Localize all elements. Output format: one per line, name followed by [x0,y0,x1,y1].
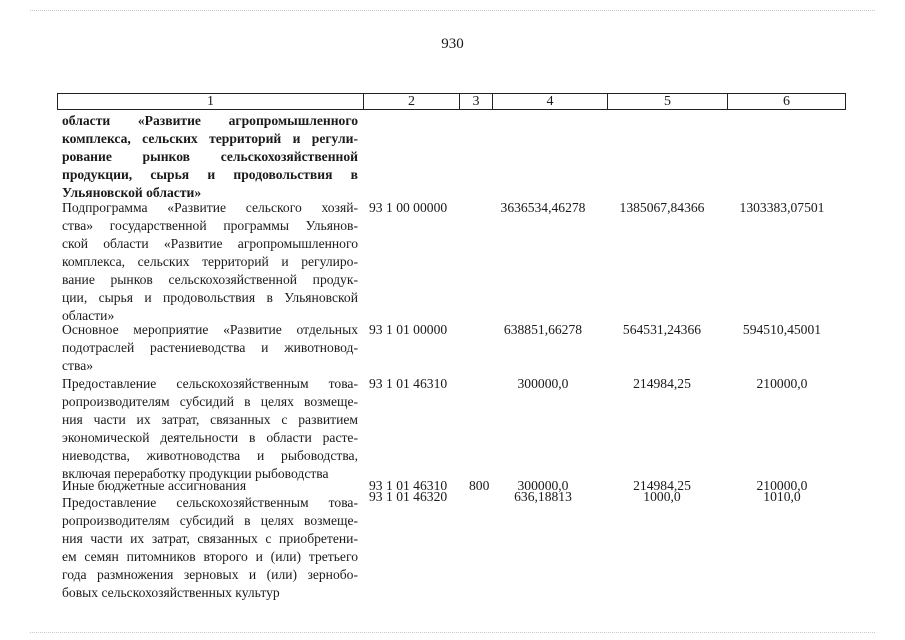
column-header-5: 5 [608,94,728,109]
row-name-line: Иные бюджетные ассигнования [62,478,247,493]
cell-amount-col4: 638851,66278 [503,322,583,337]
row-name-line: области» [62,308,115,323]
cell-target-code: 93 1 01 46320 [369,489,448,504]
row-name-line: Предоставление сельскохозяйственным това- [62,495,358,510]
column-header-4: 4 [493,94,608,109]
row-name-line: продукции, сырья и продовольствия в [62,167,358,182]
cell-target-code: 93 1 01 46310 [369,478,448,493]
column-header-1: 1 [58,94,364,109]
cell-expense-type: 800 [469,478,490,493]
row-name-line: комплекса, сельских территорий и регулиро- [62,254,358,269]
cell-amount-col5: 1385067,84366 [619,200,705,215]
row-name-line: экономической деятельности в области расте- [62,430,358,445]
row-name [62,199,358,325]
row-name-line: Основное мероприятие «Развитие отдельных [62,322,358,337]
column-header-6: 6 [783,94,790,109]
row-name-line: ниеводства, животноводства и рыбоводства, [62,448,358,463]
row-name-line: ем семян питомников второго и (или) третьего [62,549,358,564]
row-name-line: подотраслей растениеводства и животновод- [62,340,358,355]
cell-amount-col6: 210000,0 [756,478,808,493]
row-name-line: ния части их затрат, связанных с развитием [62,412,358,427]
row-name [62,375,358,483]
cell-amount-col4: 300000,0 [517,376,569,391]
cell-amount-col5: 214984,25 [633,478,691,493]
column-header-3: 3 [460,94,493,109]
row-name [62,477,358,495]
column-header-2: 2 [364,94,460,109]
row-name-line: ства» [62,358,94,373]
cell-amount-col5: 214984,25 [633,376,691,391]
cell-amount-col5: 564531,24366 [622,322,702,337]
row-name [62,112,358,202]
row-name-line: ства» государственной программы Ульянов- [62,218,358,233]
row-name [62,494,358,602]
row-name-line: рование рынков сельскохозяйственной [62,149,358,164]
cell-amount-col6: 594510,45001 [742,322,822,337]
row-name-line: Предоставление сельскохозяйственным това- [62,376,358,391]
row-name-line: года размножения зерновых и (или) зернобо- [62,567,358,582]
cell-target-code: 93 1 01 46310 [369,376,448,391]
cell-amount-col4: 3636534,46278 [500,200,586,215]
cell-amount-col6: 1010,0 [763,489,801,504]
cell-amount-col6: 1303383,07501 [739,200,825,215]
row-name [62,321,358,375]
row-name-line: вание рынков сельскохозяйственной продук- [62,272,358,287]
row-name-line: ропроизводителям субсидий в целях возмеще- [62,513,358,528]
row-name-line: ской области «Развитие агропромышленного [62,236,358,251]
row-name-line: Подпрограмма «Развитие сельского хозяй- [62,200,358,215]
row-name-line: Ульяновской области» [62,185,202,200]
cell-amount-col4: 300000,0 [517,478,569,493]
row-name-line: бовых сельскохозяйственных культур [62,585,280,600]
row-name-line: включая переработку продукции рыбоводства [62,466,329,481]
row-name-line: ния части их затрат, связанных с приобретени- [62,531,358,546]
row-name-line: комплекса, сельских территорий и регули- [62,131,358,146]
row-name-line: области «Развитие агропромышленного [62,113,358,128]
cell-target-code: 93 1 00 00000 [369,200,448,215]
row-name-line: ропроизводителям субсидий в целях возмеще- [62,394,358,409]
cell-amount-col5: 1000,0 [643,489,681,504]
row-name-line: ции, сырья и продовольствия в Ульяновской [62,290,358,305]
cell-target-code: 93 1 01 00000 [369,322,448,337]
cell-amount-col4: 636,18813 [514,489,572,504]
page-number: 930 [441,36,464,52]
cell-amount-col6: 210000,0 [756,376,808,391]
